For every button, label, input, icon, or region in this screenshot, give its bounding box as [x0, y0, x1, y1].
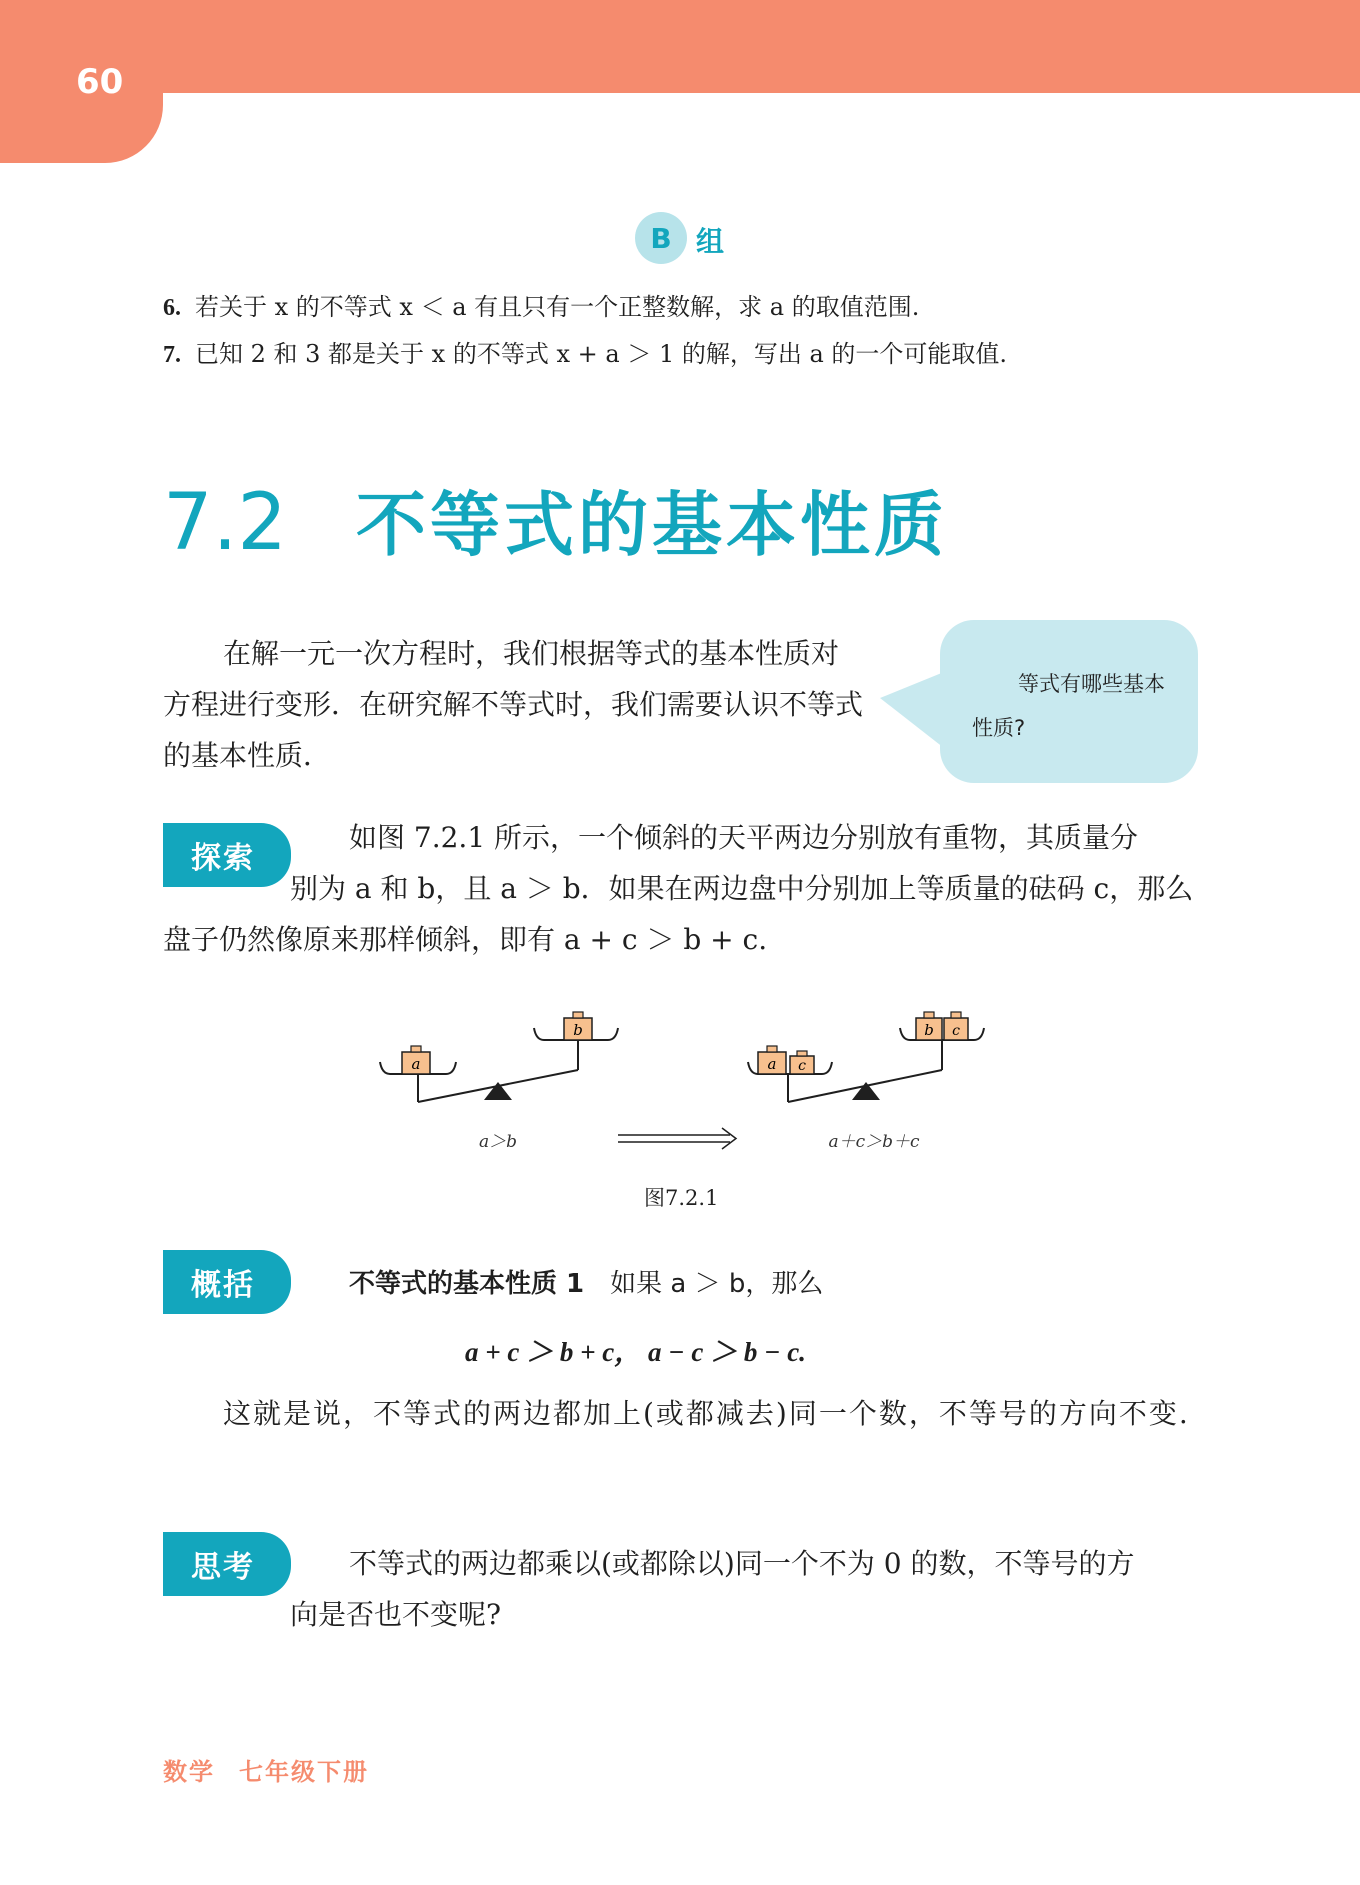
weight-a-label: a: [411, 1055, 421, 1073]
figure-caption: 图7.2.1: [644, 1186, 719, 1210]
footer-subject: 数学: [163, 1758, 215, 1786]
speech-bubble-text: 等式有哪些基本性质?: [972, 672, 1165, 740]
property-statement: [349, 1263, 823, 1300]
think-text-line: 不等式的两边都乘以(或都除以)同一个不为 0 的数，不等号的方: [349, 1547, 1135, 1580]
exercise-number: 6.: [163, 295, 181, 321]
left-balance: [380, 1012, 618, 1102]
explore-text-line: 盘子仍然像原来那样倾斜，即有 a + c ＞ b + c.: [163, 923, 768, 956]
explanation-paragraph: 这就是说，不等式的两边都加上(或都减去)同一个数，不等号的方向不变.: [223, 1397, 1190, 1430]
property-condition: 如果 a ＞ b，那么: [610, 1269, 824, 1299]
right-figure-label: a＋c＞b＋c: [828, 1132, 920, 1152]
section-title: 不等式的基本性质: [356, 484, 948, 566]
left-figure-label: a＞b: [478, 1132, 518, 1152]
think-tab: 思考: [163, 1532, 291, 1596]
weight-b-label: b: [924, 1021, 934, 1039]
section-number: 7.2: [163, 478, 288, 568]
weight-b-label: b: [573, 1021, 583, 1039]
exercise-number: 7.: [163, 342, 181, 368]
right-balance: [748, 1012, 984, 1102]
footer: [163, 1752, 369, 1787]
property-formula: a + c ＞ b + c， a − c ＞ b − c.: [465, 1337, 806, 1367]
weight-c-label: c: [798, 1058, 806, 1074]
think-text-line: 向是否也不变呢?: [290, 1598, 502, 1631]
exercise-text: 已知 2 和 3 都是关于 x 的不等式 x + a ＞ 1 的解，写出 a 的一个可能取值.: [195, 340, 1008, 368]
speech-bubble-tail: [880, 672, 944, 748]
summary-tab: 概括: [163, 1250, 291, 1314]
group-label: 组: [696, 225, 725, 258]
exercise-text: 若关于 x 的不等式 x ＜ a 有且只有一个正整数解，求 a 的取值范围.: [195, 293, 920, 321]
weight-c-label: c: [952, 1023, 960, 1039]
explore-tab: 探索: [163, 823, 291, 887]
weight-a-label: a: [767, 1055, 777, 1073]
footer-grade: 七年级下册: [239, 1758, 369, 1786]
header-band: [0, 0, 1360, 93]
group-badge: B: [635, 212, 687, 264]
balance-figure: [360, 990, 1000, 1180]
exercise-6: [163, 291, 919, 324]
implication-arrow-icon: [618, 1128, 736, 1149]
exercise-7: [163, 338, 1007, 371]
explore-text-line: 别为 a 和 b，且 a ＞ b．如果在两边盘中分别加上等质量的砝码 c，那么: [290, 872, 1194, 905]
property-name: 不等式的基本性质 1: [349, 1269, 585, 1299]
intro-paragraph: 在解一元一次方程时，我们根据等式的基本性质对方程进行变形．在研究解不等式时，我们需要认识不等式的基本性质．: [163, 637, 864, 772]
explore-text-line: 如图 7.2.1 所示，一个倾斜的天平两边分别放有重物，其质量分: [349, 821, 1139, 854]
page-number: 60: [76, 62, 124, 102]
